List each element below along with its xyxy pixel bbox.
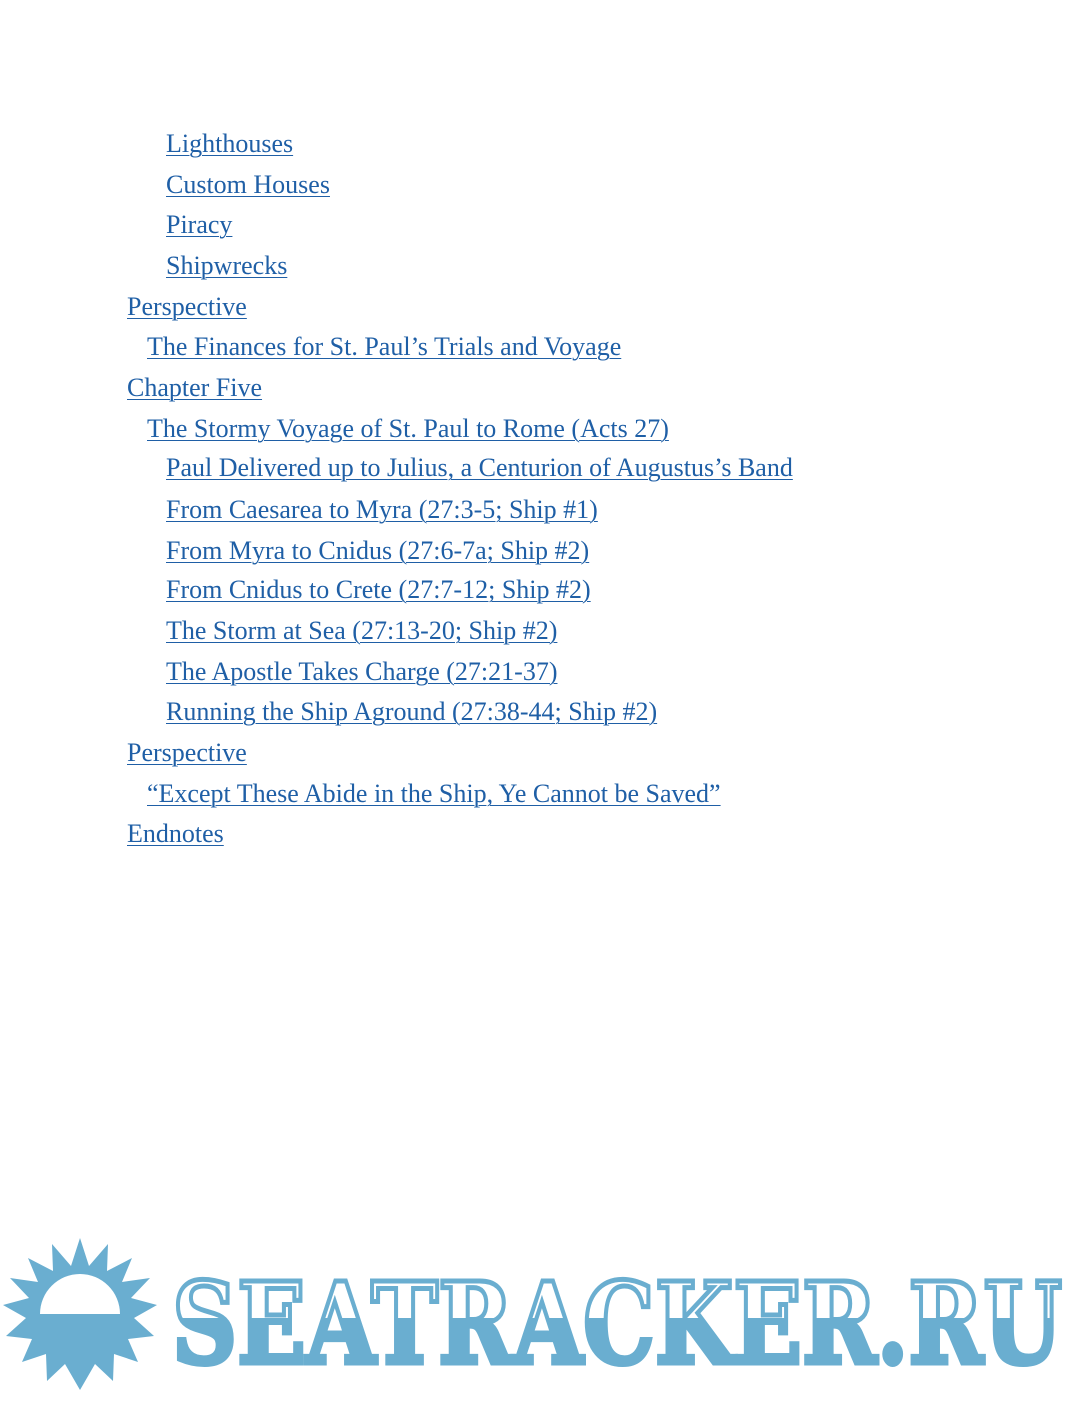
watermark-text-graphic [0, 1235, 1080, 1397]
toc-link-piracy[interactable]: Piracy [166, 210, 233, 239]
toc-link-custom-houses[interactable]: Custom Houses [166, 170, 330, 199]
watermark-logo [0, 1235, 1080, 1397]
toc-link-stormy-voyage[interactable]: The Stormy Voyage of St. Paul to Rome (Acts 27) [147, 414, 669, 443]
toc-link-myra-to-cnidus[interactable]: From Myra to Cnidus (27:6-7a; Ship #2) [166, 536, 590, 565]
toc-link-shipwrecks[interactable]: Shipwrecks [166, 251, 288, 280]
toc-link-apostle-takes-charge[interactable]: The Apostle Takes Charge (27:21-37) [166, 657, 558, 686]
toc-link-except-these-abide[interactable]: “Except These Abide in the Ship, Ye Cannot be Saved” [147, 779, 721, 808]
watermark-text: SEATRACKER.RU [172, 1259, 1062, 1390]
toc-link-chapter-five[interactable]: Chapter Five [127, 373, 263, 402]
toc-link-paul-delivered[interactable]: Paul Delivered up to Julius, a Centurion of Augustus’s Band [166, 453, 793, 482]
toc-link-perspective[interactable]: Perspective [127, 738, 247, 767]
toc-link-cnidus-to-crete[interactable]: From Cnidus to Crete (27:7-12; Ship #2) [166, 575, 591, 604]
toc-link-perspective[interactable]: Perspective [127, 292, 247, 321]
toc-link-finances[interactable]: The Finances for St. Paul’s Trials and Voyage [147, 332, 622, 361]
toc-link-endnotes[interactable]: Endnotes [127, 819, 224, 848]
toc-link-storm-at-sea[interactable]: The Storm at Sea (27:13-20; Ship #2) [166, 616, 558, 645]
toc-link-lighthouses[interactable]: Lighthouses [166, 129, 294, 158]
toc-link-running-aground[interactable]: Running the Ship Aground (27:38-44; Ship #2) [166, 697, 658, 726]
toc-link-caesarea-to-myra[interactable]: From Caesarea to Myra (27:3-5; Ship #1) [166, 495, 598, 524]
